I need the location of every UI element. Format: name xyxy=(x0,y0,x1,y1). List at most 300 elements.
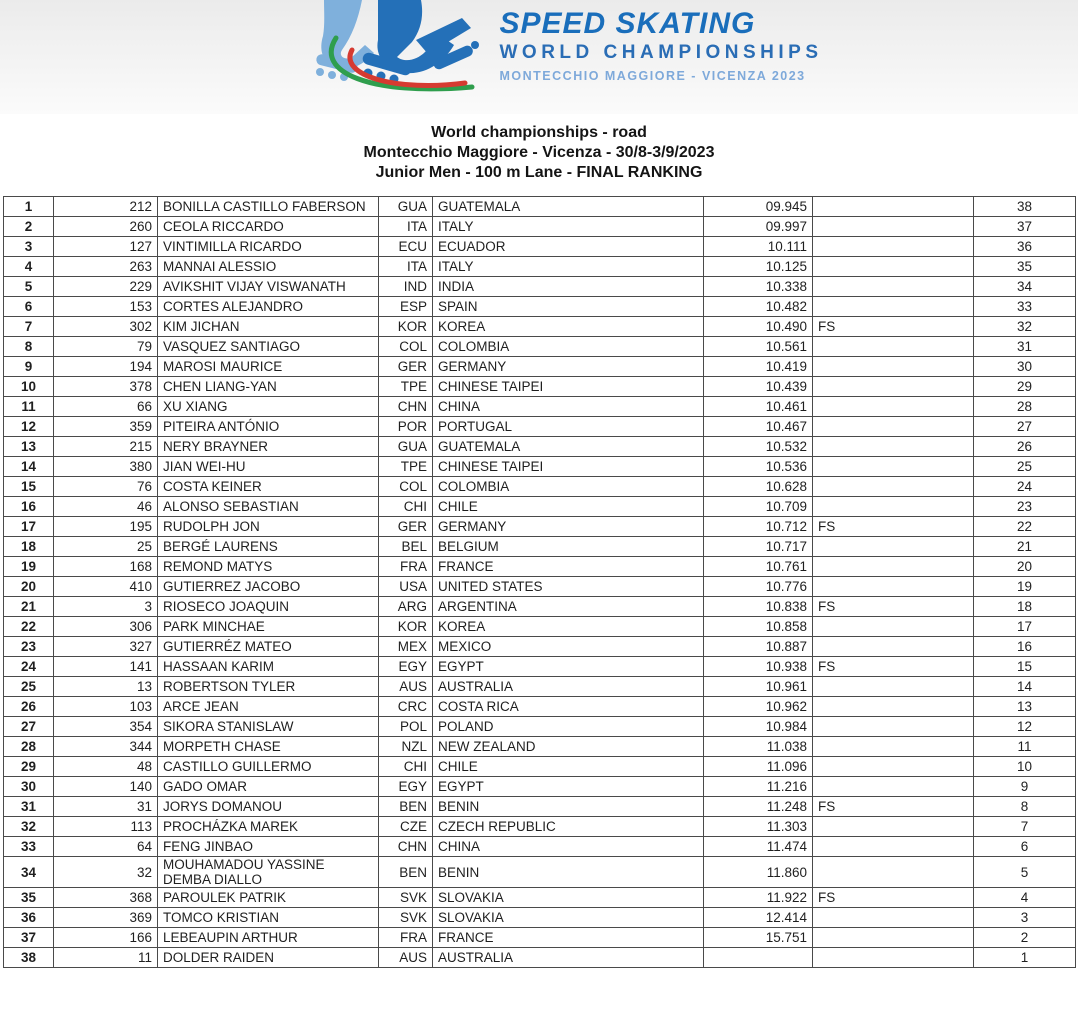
country-code-cell: MEX xyxy=(379,637,433,657)
table-row xyxy=(4,417,1076,437)
points-cell: 19 xyxy=(974,577,1076,597)
country-code-cell: COL xyxy=(379,337,433,357)
points-cell: 10 xyxy=(974,757,1076,777)
country-code-cell: NZL xyxy=(379,737,433,757)
points-cell: 32 xyxy=(974,317,1076,337)
athlete-name-cell: GUTIERREZ JACOBO xyxy=(158,577,379,597)
athlete-name-cell: BONILLA CASTILLO FABERSON xyxy=(158,197,379,217)
table-row xyxy=(4,557,1076,577)
note-cell xyxy=(813,817,974,837)
points-cell: 37 xyxy=(974,217,1076,237)
athlete-name-cell: FENG JINBAO xyxy=(158,837,379,857)
rank-cell: 37 xyxy=(4,928,54,948)
athlete-name-cell: LEBEAUPIN ARTHUR xyxy=(158,928,379,948)
note-cell xyxy=(813,377,974,397)
country-name-cell: SLOVAKIA xyxy=(433,908,704,928)
note-cell xyxy=(813,457,974,477)
time-cell: 11.860 xyxy=(704,857,813,888)
note-cell xyxy=(813,928,974,948)
country-code-cell: ESP xyxy=(379,297,433,317)
country-name-cell: AUSTRALIA xyxy=(433,677,704,697)
country-code-cell: ITA xyxy=(379,217,433,237)
bib-cell: 215 xyxy=(54,437,158,457)
time-cell: 10.439 xyxy=(704,377,813,397)
bib-cell: 195 xyxy=(54,517,158,537)
bib-cell: 32 xyxy=(54,857,158,888)
table-row xyxy=(4,277,1076,297)
table-row xyxy=(4,737,1076,757)
table-row xyxy=(4,397,1076,417)
rank-cell: 4 xyxy=(4,257,54,277)
bib-cell: 344 xyxy=(54,737,158,757)
athlete-name-cell: SIKORA STANISLAW xyxy=(158,717,379,737)
country-code-cell: EGY xyxy=(379,777,433,797)
note-cell xyxy=(813,717,974,737)
country-name-cell: CHINESE TAIPEI xyxy=(433,377,704,397)
country-code-cell: FRA xyxy=(379,928,433,948)
time-cell: 11.038 xyxy=(704,737,813,757)
country-code-cell: KOR xyxy=(379,317,433,337)
rank-cell: 31 xyxy=(4,797,54,817)
points-cell: 26 xyxy=(974,437,1076,457)
bib-cell: 302 xyxy=(54,317,158,337)
note-cell: FS xyxy=(813,657,974,677)
table-row xyxy=(4,517,1076,537)
athlete-name-cell: KIM JICHAN xyxy=(158,317,379,337)
points-cell: 22 xyxy=(974,517,1076,537)
time-cell: 12.414 xyxy=(704,908,813,928)
country-name-cell: KOREA xyxy=(433,617,704,637)
country-code-cell: GER xyxy=(379,517,433,537)
bib-cell: 369 xyxy=(54,908,158,928)
table-row xyxy=(4,457,1076,477)
points-cell: 4 xyxy=(974,888,1076,908)
rank-cell: 19 xyxy=(4,557,54,577)
points-cell: 16 xyxy=(974,637,1076,657)
country-code-cell: TPE xyxy=(379,377,433,397)
points-cell: 34 xyxy=(974,277,1076,297)
title-race: Junior Men - 100 m Lane - FINAL RANKING xyxy=(375,164,703,181)
country-code-cell: SVK xyxy=(379,888,433,908)
country-name-cell: CHILE xyxy=(433,497,704,517)
time-cell: 10.761 xyxy=(704,557,813,577)
rank-cell: 26 xyxy=(4,697,54,717)
country-name-cell: ITALY xyxy=(433,217,704,237)
points-cell: 13 xyxy=(974,697,1076,717)
time-cell: 10.419 xyxy=(704,357,813,377)
bib-cell: 76 xyxy=(54,477,158,497)
points-cell: 17 xyxy=(974,617,1076,637)
bib-cell: 11 xyxy=(54,948,158,968)
rank-cell: 10 xyxy=(4,377,54,397)
title-venue-dates: Montecchio Maggiore - Vicenza - 30/8-3/9/2023 xyxy=(363,144,715,161)
time-cell: 10.962 xyxy=(704,697,813,717)
note-cell xyxy=(813,397,974,417)
table-row xyxy=(4,497,1076,517)
time-cell: 10.709 xyxy=(704,497,813,517)
rank-cell: 25 xyxy=(4,677,54,697)
points-cell: 1 xyxy=(974,948,1076,968)
rank-cell: 20 xyxy=(4,577,54,597)
athlete-name-cell: RIOSECO JOAQUIN xyxy=(158,597,379,617)
bib-cell: 194 xyxy=(54,357,158,377)
country-name-cell: MEXICO xyxy=(433,637,704,657)
time-cell: 10.467 xyxy=(704,417,813,437)
note-cell xyxy=(813,197,974,217)
country-name-cell: ECUADOR xyxy=(433,237,704,257)
country-code-cell: USA xyxy=(379,577,433,597)
table-row xyxy=(4,357,1076,377)
athlete-name-cell: RUDOLPH JON xyxy=(158,517,379,537)
country-code-cell: KOR xyxy=(379,617,433,637)
bib-cell: 212 xyxy=(54,197,158,217)
table-row xyxy=(4,437,1076,457)
country-name-cell: COLOMBIA xyxy=(433,337,704,357)
logo-subtitle: WORLD CHAMPIONSHIPS xyxy=(499,42,823,63)
rank-cell: 7 xyxy=(4,317,54,337)
athlete-name-cell: ALONSO SEBASTIAN xyxy=(158,497,379,517)
country-code-cell: CHI xyxy=(379,757,433,777)
table-row xyxy=(4,948,1076,968)
rank-cell: 14 xyxy=(4,457,54,477)
time-cell xyxy=(704,948,813,968)
athlete-name-cell: ROBERTSON TYLER xyxy=(158,677,379,697)
rank-cell: 16 xyxy=(4,497,54,517)
note-cell xyxy=(813,837,974,857)
time-cell: 11.474 xyxy=(704,837,813,857)
points-cell: 5 xyxy=(974,857,1076,888)
country-name-cell: SPAIN xyxy=(433,297,704,317)
athlete-name-cell: CEOLA RICCARDO xyxy=(158,217,379,237)
rank-cell: 27 xyxy=(4,717,54,737)
athlete-name-cell: GUTIERRÉZ MATEO xyxy=(158,637,379,657)
athlete-name-cell: PITEIRA ANTÓNIO xyxy=(158,417,379,437)
time-cell: 10.482 xyxy=(704,297,813,317)
time-cell: 10.461 xyxy=(704,397,813,417)
table-row xyxy=(4,637,1076,657)
time-cell: 10.490 xyxy=(704,317,813,337)
points-cell: 28 xyxy=(974,397,1076,417)
bib-cell: 153 xyxy=(54,297,158,317)
rank-cell: 6 xyxy=(4,297,54,317)
event-logo xyxy=(266,0,823,110)
note-cell: FS xyxy=(813,888,974,908)
time-cell: 10.532 xyxy=(704,437,813,457)
points-cell: 27 xyxy=(974,417,1076,437)
note-cell xyxy=(813,908,974,928)
country-code-cell: SVK xyxy=(379,908,433,928)
table-row xyxy=(4,377,1076,397)
points-cell: 36 xyxy=(974,237,1076,257)
table-row xyxy=(4,657,1076,677)
table-row xyxy=(4,697,1076,717)
table-row xyxy=(4,857,1076,888)
time-cell: 10.858 xyxy=(704,617,813,637)
country-code-cell: CHN xyxy=(379,397,433,417)
bib-cell: 13 xyxy=(54,677,158,697)
bib-cell: 141 xyxy=(54,657,158,677)
country-name-cell: POLAND xyxy=(433,717,704,737)
athlete-name-cell: PROCHÁZKA MAREK xyxy=(158,817,379,837)
rank-cell: 17 xyxy=(4,517,54,537)
note-cell xyxy=(813,257,974,277)
country-code-cell: GUA xyxy=(379,437,433,457)
table-row xyxy=(4,717,1076,737)
country-name-cell: GERMANY xyxy=(433,517,704,537)
rank-cell: 15 xyxy=(4,477,54,497)
time-cell: 11.216 xyxy=(704,777,813,797)
time-cell: 10.712 xyxy=(704,517,813,537)
note-cell xyxy=(813,677,974,697)
rank-cell: 9 xyxy=(4,357,54,377)
skater-front-icon xyxy=(361,0,479,84)
table-row xyxy=(4,928,1076,948)
points-cell: 31 xyxy=(974,337,1076,357)
bib-cell: 103 xyxy=(54,697,158,717)
country-name-cell: BELGIUM xyxy=(433,537,704,557)
country-code-cell: POR xyxy=(379,417,433,437)
bib-cell: 48 xyxy=(54,757,158,777)
table-row xyxy=(4,297,1076,317)
country-name-cell: UNITED STATES xyxy=(433,577,704,597)
athlete-name-cell: TOMCO KRISTIAN xyxy=(158,908,379,928)
rank-cell: 11 xyxy=(4,397,54,417)
points-cell: 35 xyxy=(974,257,1076,277)
time-cell: 09.997 xyxy=(704,217,813,237)
note-cell xyxy=(813,357,974,377)
points-cell: 29 xyxy=(974,377,1076,397)
country-code-cell: EGY xyxy=(379,657,433,677)
event-banner xyxy=(0,0,1078,114)
athlete-name-cell: CHEN LIANG-YAN xyxy=(158,377,379,397)
time-cell: 10.338 xyxy=(704,277,813,297)
country-name-cell: CHINA xyxy=(433,397,704,417)
table-row xyxy=(4,337,1076,357)
athlete-name-cell: JIAN WEI-HU xyxy=(158,457,379,477)
country-name-cell: FRANCE xyxy=(433,928,704,948)
note-cell xyxy=(813,948,974,968)
country-name-cell: INDIA xyxy=(433,277,704,297)
bib-cell: 380 xyxy=(54,457,158,477)
country-code-cell: BEL xyxy=(379,537,433,557)
note-cell xyxy=(813,297,974,317)
rank-cell: 24 xyxy=(4,657,54,677)
points-cell: 18 xyxy=(974,597,1076,617)
bib-cell: 368 xyxy=(54,888,158,908)
rank-cell: 21 xyxy=(4,597,54,617)
country-name-cell: SLOVAKIA xyxy=(433,888,704,908)
note-cell xyxy=(813,417,974,437)
points-cell: 14 xyxy=(974,677,1076,697)
country-name-cell: GUATEMALA xyxy=(433,437,704,457)
rank-cell: 5 xyxy=(4,277,54,297)
athlete-name-cell: VINTIMILLA RICARDO xyxy=(158,237,379,257)
time-cell: 09.945 xyxy=(704,197,813,217)
time-cell: 15.751 xyxy=(704,928,813,948)
bib-cell: 64 xyxy=(54,837,158,857)
country-name-cell: EGYPT xyxy=(433,657,704,677)
skater-logo-icon xyxy=(266,0,496,110)
country-code-cell: CHN xyxy=(379,837,433,857)
bib-cell: 31 xyxy=(54,797,158,817)
athlete-name-cell: JORYS DOMANOU xyxy=(158,797,379,817)
table-row xyxy=(4,677,1076,697)
bib-cell: 327 xyxy=(54,637,158,657)
time-cell: 11.922 xyxy=(704,888,813,908)
table-row xyxy=(4,817,1076,837)
rank-cell: 38 xyxy=(4,948,54,968)
country-code-cell: ITA xyxy=(379,257,433,277)
athlete-name-cell: MOUHAMADOU YASSINE DEMBA DIALLO xyxy=(158,857,379,888)
title-event: World championships - road xyxy=(431,124,647,141)
note-cell: FS xyxy=(813,517,974,537)
table-row xyxy=(4,837,1076,857)
time-cell: 10.961 xyxy=(704,677,813,697)
points-cell: 9 xyxy=(974,777,1076,797)
points-cell: 7 xyxy=(974,817,1076,837)
rank-cell: 30 xyxy=(4,777,54,797)
country-code-cell: COL xyxy=(379,477,433,497)
country-name-cell: CHINESE TAIPEI xyxy=(433,457,704,477)
skater-back-icon xyxy=(315,0,374,81)
bib-cell: 66 xyxy=(54,397,158,417)
bib-cell: 25 xyxy=(54,537,158,557)
time-cell: 10.838 xyxy=(704,597,813,617)
country-name-cell: PORTUGAL xyxy=(433,417,704,437)
note-cell xyxy=(813,637,974,657)
time-cell: 11.303 xyxy=(704,817,813,837)
note-cell xyxy=(813,777,974,797)
time-cell: 11.248 xyxy=(704,797,813,817)
time-cell: 10.125 xyxy=(704,257,813,277)
table-row xyxy=(4,257,1076,277)
rank-cell: 28 xyxy=(4,737,54,757)
athlete-name-cell: MAROSI MAURICE xyxy=(158,357,379,377)
points-cell: 2 xyxy=(974,928,1076,948)
bib-cell: 359 xyxy=(54,417,158,437)
athlete-name-cell: GADO OMAR xyxy=(158,777,379,797)
athlete-name-cell: PAROULEK PATRIK xyxy=(158,888,379,908)
table-row xyxy=(4,237,1076,257)
points-cell: 15 xyxy=(974,657,1076,677)
bib-cell: 263 xyxy=(54,257,158,277)
country-name-cell: BENIN xyxy=(433,857,704,888)
table-row xyxy=(4,777,1076,797)
points-cell: 24 xyxy=(974,477,1076,497)
country-name-cell: BENIN xyxy=(433,797,704,817)
athlete-name-cell: DOLDER RAIDEN xyxy=(158,948,379,968)
points-cell: 12 xyxy=(974,717,1076,737)
country-code-cell: FRA xyxy=(379,557,433,577)
country-name-cell: FRANCE xyxy=(433,557,704,577)
athlete-name-cell: COSTA KEINER xyxy=(158,477,379,497)
table-row xyxy=(4,317,1076,337)
athlete-name-cell: ARCE JEAN xyxy=(158,697,379,717)
athlete-name-cell: HASSAAN KARIM xyxy=(158,657,379,677)
country-name-cell: ITALY xyxy=(433,257,704,277)
rank-cell: 36 xyxy=(4,908,54,928)
logo-text xyxy=(500,0,823,86)
athlete-name-cell: MANNAI ALESSIO xyxy=(158,257,379,277)
rank-cell: 33 xyxy=(4,837,54,857)
table-row xyxy=(4,477,1076,497)
country-code-cell: POL xyxy=(379,717,433,737)
country-name-cell: EGYPT xyxy=(433,777,704,797)
country-name-cell: KOREA xyxy=(433,317,704,337)
bib-cell: 113 xyxy=(54,817,158,837)
ranking-table-body xyxy=(4,197,1076,968)
table-row xyxy=(4,597,1076,617)
points-cell: 21 xyxy=(974,537,1076,557)
bib-cell: 140 xyxy=(54,777,158,797)
note-cell xyxy=(813,437,974,457)
table-row xyxy=(4,577,1076,597)
time-cell: 10.561 xyxy=(704,337,813,357)
athlete-name-cell: PARK MINCHAE xyxy=(158,617,379,637)
table-row xyxy=(4,797,1076,817)
final-ranking-table xyxy=(3,196,1076,968)
country-code-cell: BEN xyxy=(379,857,433,888)
athlete-name-cell: XU XIANG xyxy=(158,397,379,417)
time-cell: 10.717 xyxy=(704,537,813,557)
bib-cell: 229 xyxy=(54,277,158,297)
rank-cell: 35 xyxy=(4,888,54,908)
rank-cell: 34 xyxy=(4,857,54,888)
note-cell xyxy=(813,737,974,757)
points-cell: 38 xyxy=(974,197,1076,217)
country-name-cell: AUSTRALIA xyxy=(433,948,704,968)
rank-cell: 2 xyxy=(4,217,54,237)
points-cell: 25 xyxy=(974,457,1076,477)
bib-cell: 46 xyxy=(54,497,158,517)
country-code-cell: ARG xyxy=(379,597,433,617)
note-cell xyxy=(813,857,974,888)
points-cell: 20 xyxy=(974,557,1076,577)
note-cell xyxy=(813,617,974,637)
country-name-cell: GUATEMALA xyxy=(433,197,704,217)
table-row xyxy=(4,197,1076,217)
points-cell: 11 xyxy=(974,737,1076,757)
country-code-cell: IND xyxy=(379,277,433,297)
note-cell xyxy=(813,277,974,297)
table-row xyxy=(4,617,1076,637)
note-cell xyxy=(813,697,974,717)
points-cell: 33 xyxy=(974,297,1076,317)
time-cell: 10.628 xyxy=(704,477,813,497)
points-cell: 8 xyxy=(974,797,1076,817)
note-cell: FS xyxy=(813,797,974,817)
note-cell xyxy=(813,237,974,257)
bib-cell: 166 xyxy=(54,928,158,948)
note-cell xyxy=(813,537,974,557)
country-name-cell: NEW ZEALAND xyxy=(433,737,704,757)
country-code-cell: BEN xyxy=(379,797,433,817)
athlete-name-cell: REMOND MATYS xyxy=(158,557,379,577)
table-row xyxy=(4,537,1076,557)
time-cell: 10.938 xyxy=(704,657,813,677)
country-name-cell: CHILE xyxy=(433,757,704,777)
logo-title: SPEED SKATING xyxy=(499,7,756,40)
time-cell: 10.111 xyxy=(704,237,813,257)
rank-cell: 32 xyxy=(4,817,54,837)
points-cell: 3 xyxy=(974,908,1076,928)
logo-location: MONTECCHIO MAGGIORE - VICENZA 2023 xyxy=(499,69,806,83)
bib-cell: 306 xyxy=(54,617,158,637)
note-cell xyxy=(813,577,974,597)
country-code-cell: CZE xyxy=(379,817,433,837)
document-title-block xyxy=(0,123,1078,183)
note-cell xyxy=(813,497,974,517)
